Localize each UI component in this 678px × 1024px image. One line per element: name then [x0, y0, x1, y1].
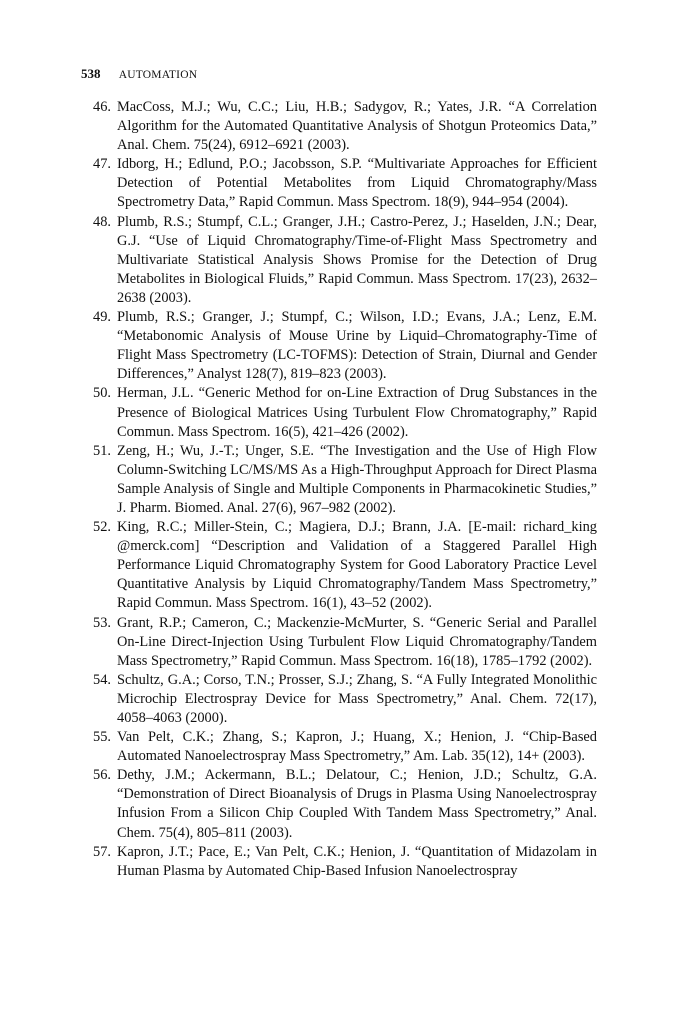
reference-text: Dethy, J.M.; Ackermann, B.L.; Delatour, C.; Henion, J.D.; Schultz, G.A. “Demonstration of Direct Bioanalysis of Drugs in Plasma Using Nanoelectrospray Infusion From a Silicon Chip Coupled With Tandem Mass Spectrometry,” Anal. Chem. 75(4), 805–811 (2003). — [117, 767, 597, 841]
reference-text: MacCoss, M.J.; Wu, C.C.; Liu, H.B.; Sadygov, R.; Yates, J.R. “A Correlation Algorithm for the Automated Quantitative Analysis of Shotgun Proteomics Data,” Anal. Chem. 75(24), 6912–6921 (2003). — [117, 99, 597, 154]
reference-text: Schultz, G.A.; Corso, T.N.; Prosser, S.J.; Zhang, S. “A Fully Integrated Monolithic Microchip Electrospray Device for Mass Spectrometry,” Anal. Chem. 72(17), 4058–4063 (2000). — [117, 671, 597, 726]
reference-number: 49. — [93, 309, 111, 326]
page-header — [81, 64, 197, 85]
reference-item — [81, 671, 597, 728]
reference-item — [81, 728, 597, 766]
reference-number: 54. — [93, 671, 111, 688]
reference-item — [81, 442, 597, 518]
reference-number: 56. — [93, 767, 111, 784]
reference-number: 47. — [93, 156, 111, 173]
reference-text: Van Pelt, C.K.; Zhang, S.; Kapron, J.; Huang, X.; Henion, J. “Chip-Based Automated Nanoelectrospray Mass Spectrometry,” Am. Lab. 35(12), 14+ (2003). — [117, 729, 597, 765]
reference-item — [81, 843, 597, 881]
running-head: AUTOMATION — [118, 69, 198, 81]
reference-number: 50. — [93, 385, 111, 402]
reference-item — [81, 155, 597, 212]
reference-text: Zeng, H.; Wu, J.-T.; Unger, S.E. “The Investigation and the Use of High Flow Column-Switching LC/MS/MS As a High-Throughput Approach for Direct Plasma Sample Analysis of Single and Multiple Components in Pharmacokinetic Studies,” J. Pharm. Biomed. Anal. 27(6), 967–982 (2002). — [117, 442, 597, 516]
reference-text: Kapron, J.T.; Pace, E.; Van Pelt, C.K.; Henion, J. “Quantitation of Midazolam in Human Plasma by Automated Chip-Based Infusion Nanoelectrospray — [117, 843, 597, 879]
reference-item — [81, 213, 597, 308]
reference-text: Grant, R.P.; Cameron, C.; Mackenzie-McMurter, S. “Generic Serial and Parallel On-Line Direct-Injection Using Turbulent Flow Liquid Chromatography/Tandem Mass Spectrometry,” Rapid Commun. Mass Spectrom. 16(18), 1785–1792 (2002). — [117, 614, 597, 669]
reference-item — [81, 614, 597, 671]
reference-number: 55. — [93, 729, 111, 746]
reference-number: 48. — [93, 213, 111, 230]
reference-number: 57. — [93, 843, 111, 860]
reference-text: Plumb, R.S.; Granger, J.; Stumpf, C.; Wilson, I.D.; Evans, J.A.; Lenz, E.M. “Metabonomic Analysis of Mouse Urine by Liquid–Chromatography-Time of Flight Mass Spectrometry (LC-TOFMS): Detection of Strain, Diurnal and Gender Differences,” Analyst 128(7), 819–823 (2003). — [117, 309, 597, 383]
reference-number: 51. — [93, 442, 111, 459]
reference-item — [81, 98, 597, 155]
reference-number: 46. — [93, 99, 111, 115]
reference-item — [81, 766, 597, 842]
reference-number: 53. — [93, 614, 111, 631]
reference-text: Idborg, H.; Edlund, P.O.; Jacobsson, S.P. “Multivariate Approaches for Efficient Detection of Potential Metabolites from Liquid Chromatography/Mass Spectrometry Data,” Rapid Commun. Mass Spectrom. 18(9), 944–954 (2004). — [117, 156, 597, 211]
reference-number: 52. — [93, 519, 111, 536]
reference-text: Herman, J.L. “Generic Method for on-Line Extraction of Drug Substances in the Presence of Biological Matrices Using Turbulent Flow Chromatography,” Rapid Commun. Mass Spectrom. 16(5), 421–426 (2002). — [117, 385, 597, 440]
page-number: 538 — [81, 66, 101, 81]
reference-text: Plumb, R.S.; Stumpf, C.L.; Granger, J.H.; Castro-Perez, J.; Haselden, J.N.; Dear, G.J. “Use of Liquid Chromatography/Time-of-Flight Mass Spectrometry and Multivariate Statistical Analysis Shows Promise for the Detection of Drug Metabolites in Biological Fluids,” Rapid Commun. Mass Spectrom. 17(23), 2632–2638 (2003). — [117, 213, 597, 306]
reference-text: King, R.C.; Miller-Stein, C.; Magiera, D.J.; Brann, J.A. [E-mail: richard_king @merck.com] “Description and Validation of a Staggered Parallel High Performance Liquid Chromatography System for Good Laboratory Practice Level Quantitative Analysis by Liquid Chromatography/Tandem Mass Spectrometry,” Rapid Commun. Mass Spectrom. 16(1), 43–52 (2002). — [117, 519, 597, 612]
reference-item — [81, 308, 597, 384]
reference-list — [81, 98, 597, 881]
reference-item — [81, 384, 597, 441]
reference-item — [81, 518, 597, 613]
